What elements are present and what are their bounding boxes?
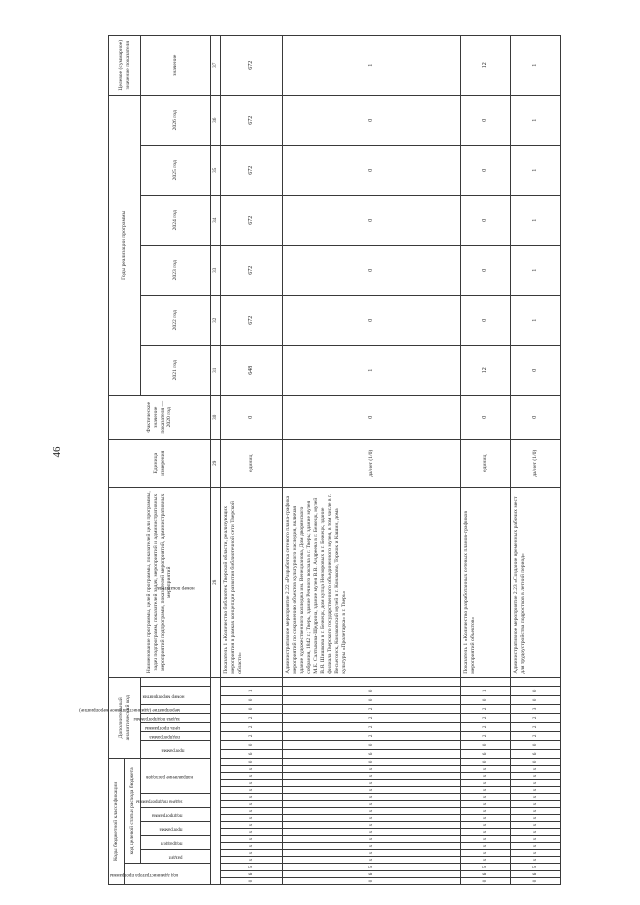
table-row [221, 35, 283, 884]
a-indicator-header: номер показателя [141, 487, 211, 686]
table-row [461, 35, 511, 884]
code-cell: x [511, 822, 561, 829]
code-cell: x [221, 773, 283, 780]
code-cell: 2 [461, 731, 511, 740]
fact-column-header: Фактическое значение показателя — 2020 год [109, 395, 211, 439]
code-cell: 0 [511, 740, 561, 749]
admin-code-header: код администратора программы [125, 864, 211, 885]
year-value: 0 [461, 195, 511, 245]
code-cell: 6 [461, 749, 511, 758]
table-row [283, 35, 461, 884]
code-cell: x [511, 808, 561, 815]
code-cell: x [461, 822, 511, 829]
code-cell: x [511, 773, 561, 780]
code-cell [283, 677, 461, 686]
year-value: 1 [511, 295, 561, 345]
code-cell: x [461, 857, 511, 864]
code-cell: x [461, 787, 511, 794]
unit-cell: да/нет (1/0) [511, 439, 561, 487]
code-cell: x [511, 794, 561, 801]
years-header: Годы реализации программы [109, 95, 141, 395]
code-cell: x [283, 780, 461, 787]
code-cell: 2 [461, 713, 511, 722]
code-cell: x [511, 815, 561, 822]
column-number: 37 [211, 35, 221, 95]
year-value: 672 [221, 195, 283, 245]
name-column-header: Наименование программы, целей программы, показателей цели программы, задач подпрограмм, показателей задач, мероприятий и административных мероприятий подпрограмм, показателей мероприятий, административных мероприятий [109, 487, 211, 677]
code-cell: 1 [221, 686, 283, 695]
column-number-codes [211, 677, 221, 884]
code-cell: x [221, 787, 283, 794]
task-header: задача подпрограммы [141, 794, 211, 808]
code-cell: x [283, 787, 461, 794]
code-cell: x [511, 787, 561, 794]
code-cell: x [221, 794, 283, 801]
column-number: 36 [211, 95, 221, 145]
code-cell: 0 [283, 758, 461, 765]
code-cell: 2 [461, 722, 511, 731]
code-cell: 0 [283, 686, 461, 695]
code-cell: 2 [283, 722, 461, 731]
code-cell: x [511, 843, 561, 850]
fact-value: 0 [461, 395, 511, 439]
code-cell: 5 [461, 864, 511, 871]
unit-cell: да/нет (1/0) [283, 439, 461, 487]
code-cell: 0 [221, 695, 283, 704]
code-cell: x [283, 843, 461, 850]
subprogram-header: подпрограмма [141, 808, 211, 822]
fact-value: 0 [511, 395, 561, 439]
year-value: 0 [461, 145, 511, 195]
year-value: 672 [221, 95, 283, 145]
a-event-header: мероприятие (административное мероприятие) [141, 704, 211, 713]
unit-cell: единиц [221, 439, 283, 487]
code-cell: x [221, 780, 283, 787]
code-cell: 0 [461, 758, 511, 765]
code-cell: x [461, 829, 511, 836]
column-number: 28 [211, 487, 221, 677]
year-value: 1 [511, 145, 561, 195]
code-cell: 0 [511, 695, 561, 704]
code-cell: 0 [221, 704, 283, 713]
code-cell: x [283, 766, 461, 773]
target-value: 1 [511, 35, 561, 95]
code-cell: 5 [283, 864, 461, 871]
a-event-num-header: номер мероприятия [141, 686, 211, 704]
column-number-row [211, 35, 221, 884]
column-number: 32 [211, 295, 221, 345]
code-cell: x [221, 822, 283, 829]
year-2021-header: 2021 год [141, 345, 211, 395]
program-header: программа [141, 822, 211, 836]
code-cell: 0 [283, 740, 461, 749]
code-cell: x [511, 766, 561, 773]
code-cell: x [221, 857, 283, 864]
code-cell: 6 [461, 871, 511, 878]
code-cell: 0 [461, 740, 511, 749]
year-value: 0 [461, 245, 511, 295]
code-cell: 0 [511, 758, 561, 765]
column-number: 29 [211, 439, 221, 487]
razdel-header: раздел [141, 850, 211, 864]
code-cell: 0 [283, 878, 461, 885]
code-cell: x [511, 829, 561, 836]
code-cell: x [461, 836, 511, 843]
target-value: 672 [221, 35, 283, 95]
target-header: Целевое (суммарное) значение показателя [109, 35, 141, 95]
year-value: 0 [461, 95, 511, 145]
code-cell: x [221, 829, 283, 836]
code-cell: x [283, 822, 461, 829]
column-number: 33 [211, 245, 221, 295]
code-cell: 0 [511, 878, 561, 885]
a-subprogram-header: подпрограмма [141, 731, 211, 740]
code-cell: x [461, 815, 511, 822]
fact-value: 0 [221, 395, 283, 439]
code-cell: x [221, 836, 283, 843]
code-cell: 2 [221, 713, 283, 722]
code-cell: 6 [511, 749, 561, 758]
column-number: 35 [211, 145, 221, 195]
target-value: 1 [283, 35, 461, 95]
code-cell: 1 [461, 686, 511, 695]
year-value: 0 [461, 295, 511, 345]
code-cell: x [511, 836, 561, 843]
code-cell: 2 [511, 713, 561, 722]
code-cell: 3 [511, 704, 561, 713]
year-value: 0 [283, 145, 461, 195]
code-cell: 2 [511, 722, 561, 731]
year-value: 12 [461, 345, 511, 395]
code-cell: x [511, 780, 561, 787]
code-cell: x [283, 773, 461, 780]
code-cell: 6 [221, 749, 283, 758]
code-cell: x [461, 843, 511, 850]
code-cell: x [283, 801, 461, 808]
code-cell: x [221, 815, 283, 822]
column-number: 34 [211, 195, 221, 245]
indicator-name: Показатель 1 «Количество разработанных сетевых планов-графиков мероприятий объектов» [461, 487, 511, 677]
code-cell: 0 [283, 695, 461, 704]
code-cell: 6 [221, 871, 283, 878]
code-cell: 6 [511, 871, 561, 878]
year-value: 1 [283, 345, 461, 395]
code-cell: 0 [461, 878, 511, 885]
direction-header: направление расходов [141, 758, 211, 793]
code-cell: 0 [221, 740, 283, 749]
target-value: 12 [461, 35, 511, 95]
code-cell: x [283, 794, 461, 801]
code-cell: 2 [283, 704, 461, 713]
year-value: 0 [511, 345, 561, 395]
year-value: 0 [283, 245, 461, 295]
code-cell: x [283, 829, 461, 836]
event-name: Административное мероприятие 2.23 «Создание временных рабочих мест для трудоустройства подростков в летний период» [511, 487, 561, 677]
year-2024-header: 2024 год [141, 195, 211, 245]
code-cell: x [221, 766, 283, 773]
code-cell: x [511, 801, 561, 808]
indicator-name: Показатель 1 «Количество библиотек Тверской области, реализующих мероприятия в рамках концепции развития библиотечной сети Тверской области» [221, 487, 283, 677]
year-value: 1 [511, 245, 561, 295]
year-value: 672 [221, 295, 283, 345]
code-cell: 2 [221, 731, 283, 740]
code-cell: x [461, 801, 511, 808]
code-cell: 6 [283, 871, 461, 878]
code-cell: x [283, 836, 461, 843]
year-value: 672 [221, 145, 283, 195]
code-cell: x [221, 850, 283, 857]
unit-cell: единиц [461, 439, 511, 487]
code-cell: x [461, 773, 511, 780]
year-value: 0 [283, 195, 461, 245]
code-cell: 0 [221, 878, 283, 885]
year-2026-header: 2026 год [141, 95, 211, 145]
code-cell: 0 [221, 758, 283, 765]
a-task-header: задача подпрограммы [141, 713, 211, 722]
code-cell: x [461, 808, 511, 815]
target-value-header: значение [141, 35, 211, 95]
code-cell: x [283, 808, 461, 815]
year-2022-header: 2022 год [141, 295, 211, 345]
code-cell: 5 [221, 864, 283, 871]
year-value: 1 [511, 95, 561, 145]
event-name: Административное мероприятие 2.22 «Разработка сетевого плана-графика мероприятий по сохранению объектов культурного наследия, включая здание художественного колледжа им. Венецианова, Дом дворянского собрания, 1842 г.; Тверь, здание Речного вокзала в г. Тверь; здание музея М.Е. Салтыкова-Щедрина, здание музея В.В. Андреева в г. Бежецк, музей В.Я. Шишкова в г. Бежецк, дом купца Невзоровых в г. Бежецк, здание филиала Тверского государственного объединенного музея, в том числе в г. Весьегонск, Конаковский музей в г. Конаково, Торжок и Кашин, дома культуры «Пролетарка» в г. Тверь» [283, 487, 461, 677]
code-cell: x [221, 843, 283, 850]
year-2023-header: 2023 год [141, 245, 211, 295]
code-cell: 2 [283, 713, 461, 722]
code-cell: x [283, 857, 461, 864]
a-program-header: программа [141, 740, 211, 758]
year-value: 672 [221, 245, 283, 295]
code-cell: 2 [283, 731, 461, 740]
code-cell: 2 [461, 704, 511, 713]
kbk-header: Коды бюджетной классификации [109, 758, 125, 884]
page-number: 46 [51, 446, 63, 458]
code-cell [511, 677, 561, 686]
unit-column-header: Единица измерения [109, 439, 211, 487]
code-cell: 0 [461, 695, 511, 704]
column-number: 31 [211, 345, 221, 395]
code-cell: 0 [511, 686, 561, 695]
code-cell: x [511, 857, 561, 864]
code-cell: x [461, 780, 511, 787]
column-number: 30 [211, 395, 221, 439]
code-cell: x [461, 850, 511, 857]
podrazdel-header: подраздел [141, 836, 211, 850]
code-cell: x [461, 766, 511, 773]
program-indicators-table [78, 35, 561, 885]
code-cell: 2 [221, 722, 283, 731]
code-cell: x [283, 850, 461, 857]
code-cell [461, 677, 511, 686]
code-cell: x [283, 815, 461, 822]
fact-value: 0 [283, 395, 461, 439]
code-cell [221, 677, 283, 686]
year-2025-header: 2025 год [141, 145, 211, 195]
year-value: 0 [283, 295, 461, 345]
code-cell: 6 [283, 749, 461, 758]
code-cell: x [461, 794, 511, 801]
year-value: 0 [283, 95, 461, 145]
kbk-subheader: код целевой статьи расхода бюджета [125, 758, 141, 863]
code-cell: x [511, 850, 561, 857]
addl-analytic-header: Дополнительный аналитический код [109, 677, 141, 758]
a-goal-header: цель программы [141, 722, 211, 731]
code-cell: 2 [511, 731, 561, 740]
year-value: 1 [511, 195, 561, 245]
year-value: 648 [221, 345, 283, 395]
table-row [511, 35, 561, 884]
code-cell: 5 [511, 864, 561, 871]
code-cell: x [221, 801, 283, 808]
code-cell: x [221, 808, 283, 815]
